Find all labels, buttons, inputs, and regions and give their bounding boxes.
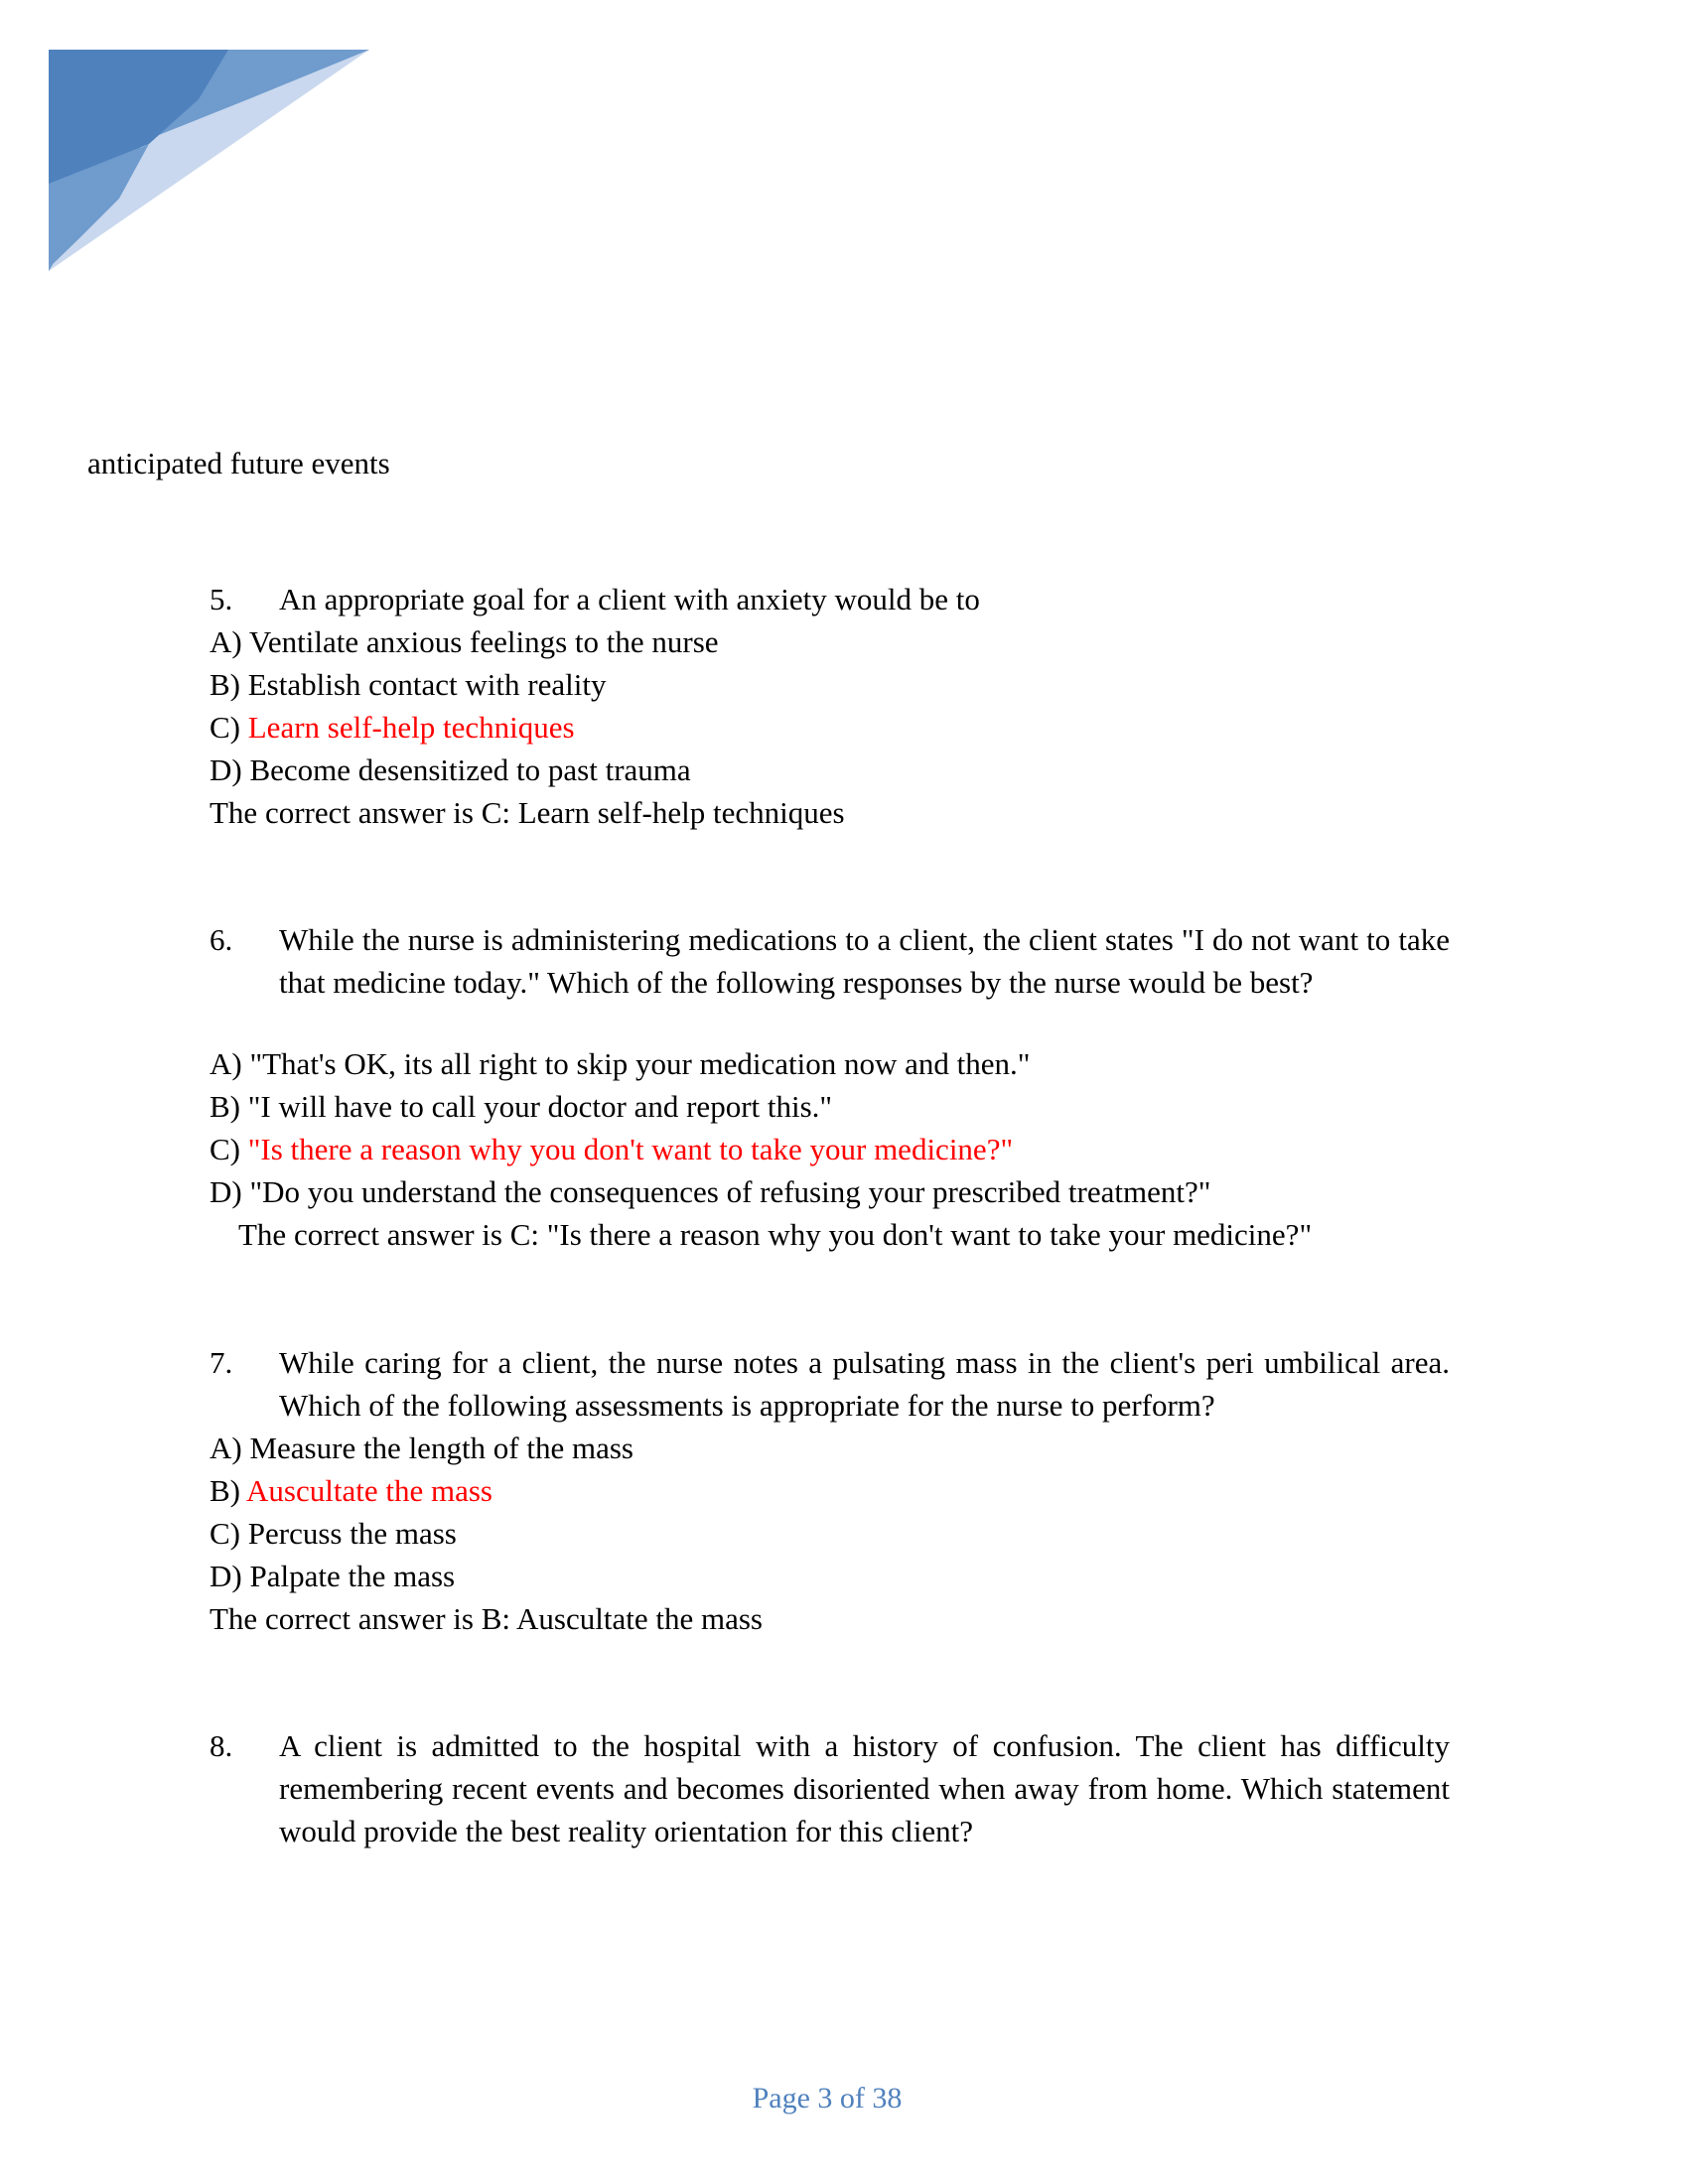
option-letter: C)	[210, 1516, 240, 1551]
option-d	[210, 1170, 1210, 1213]
correct-answer: The correct answer is C: Learn self-help techniques	[210, 795, 845, 830]
option-text-correct: Auscultate the mass	[246, 1473, 492, 1508]
option-d	[210, 1555, 455, 1597]
question-number: 5.	[210, 582, 233, 616]
option-d	[210, 749, 691, 791]
option-c	[210, 1512, 457, 1555]
option-letter: C)	[210, 710, 240, 745]
question-text: An appropriate goal for a client with anxiety would be to	[279, 582, 980, 616]
option-letter: B)	[210, 1089, 240, 1124]
option-c	[210, 706, 575, 749]
option-text: Ventilate anxious feelings to the nurse	[248, 624, 719, 659]
option-text-correct: "Is there a reason why you don't want to take your medicine?"	[247, 1132, 1014, 1166]
option-b	[210, 663, 606, 706]
question-text: While the nurse is administering medications to a client, the client states "I do not want to take that medicine today." Which of the following responses by the nurse would be best?	[279, 922, 1450, 1000]
option-c	[210, 1128, 1013, 1170]
option-a	[210, 1427, 633, 1469]
option-text: "I will have to call your doctor and report this."	[247, 1089, 833, 1124]
page-number: Page 3 of 38	[752, 2082, 903, 2115]
option-a	[210, 1042, 1030, 1085]
question-text: A client is admitted to the hospital with a history of confusion. The client has difficulty remembering recent events and becomes disoriented when away from home. Which statement would provide the best reality orientation for this client?	[279, 1728, 1450, 1848]
question-number: 8.	[210, 1728, 233, 1763]
option-text: Establish contact with reality	[247, 667, 607, 702]
option-letter: B)	[210, 667, 240, 702]
option-b	[210, 1469, 492, 1512]
option-text: Palpate the mass	[249, 1559, 456, 1593]
option-letter: A)	[210, 1046, 242, 1081]
option-letter: B)	[210, 1473, 240, 1508]
option-letter: D)	[210, 1174, 242, 1209]
option-text: "That's OK, its all right to skip your medication now and then."	[249, 1046, 1031, 1081]
option-text-correct: Learn self-help techniques	[247, 710, 575, 745]
question-number: 6.	[210, 922, 233, 957]
option-text: Measure the length of the mass	[249, 1431, 633, 1465]
question-number: 7.	[210, 1345, 233, 1380]
option-letter: A)	[210, 624, 242, 659]
option-text: "Do you understand the consequences of refusing your prescribed treatment?"	[249, 1174, 1211, 1209]
correct-answer: The correct answer is C: "Is there a reason why you don't want to take your medicine?"	[238, 1217, 1313, 1252]
option-text: Become desensitized to past trauma	[249, 752, 691, 787]
option-letter: D)	[210, 1559, 242, 1593]
question-text: While caring for a client, the nurse notes a pulsating mass in the client's peri umbilical area. Which of the following assessments is appropriate for the nurse to perform?	[279, 1345, 1450, 1423]
option-a	[210, 620, 719, 663]
correct-answer: The correct answer is B: Auscultate the mass	[210, 1601, 763, 1636]
continuation-text: anticipated future events	[87, 446, 390, 480]
option-letter: C)	[210, 1132, 240, 1166]
option-letter: A)	[210, 1431, 242, 1465]
option-b	[210, 1085, 832, 1128]
option-letter: D)	[210, 752, 242, 787]
option-text: Percuss the mass	[247, 1516, 457, 1551]
corner-decoration	[0, 0, 397, 298]
